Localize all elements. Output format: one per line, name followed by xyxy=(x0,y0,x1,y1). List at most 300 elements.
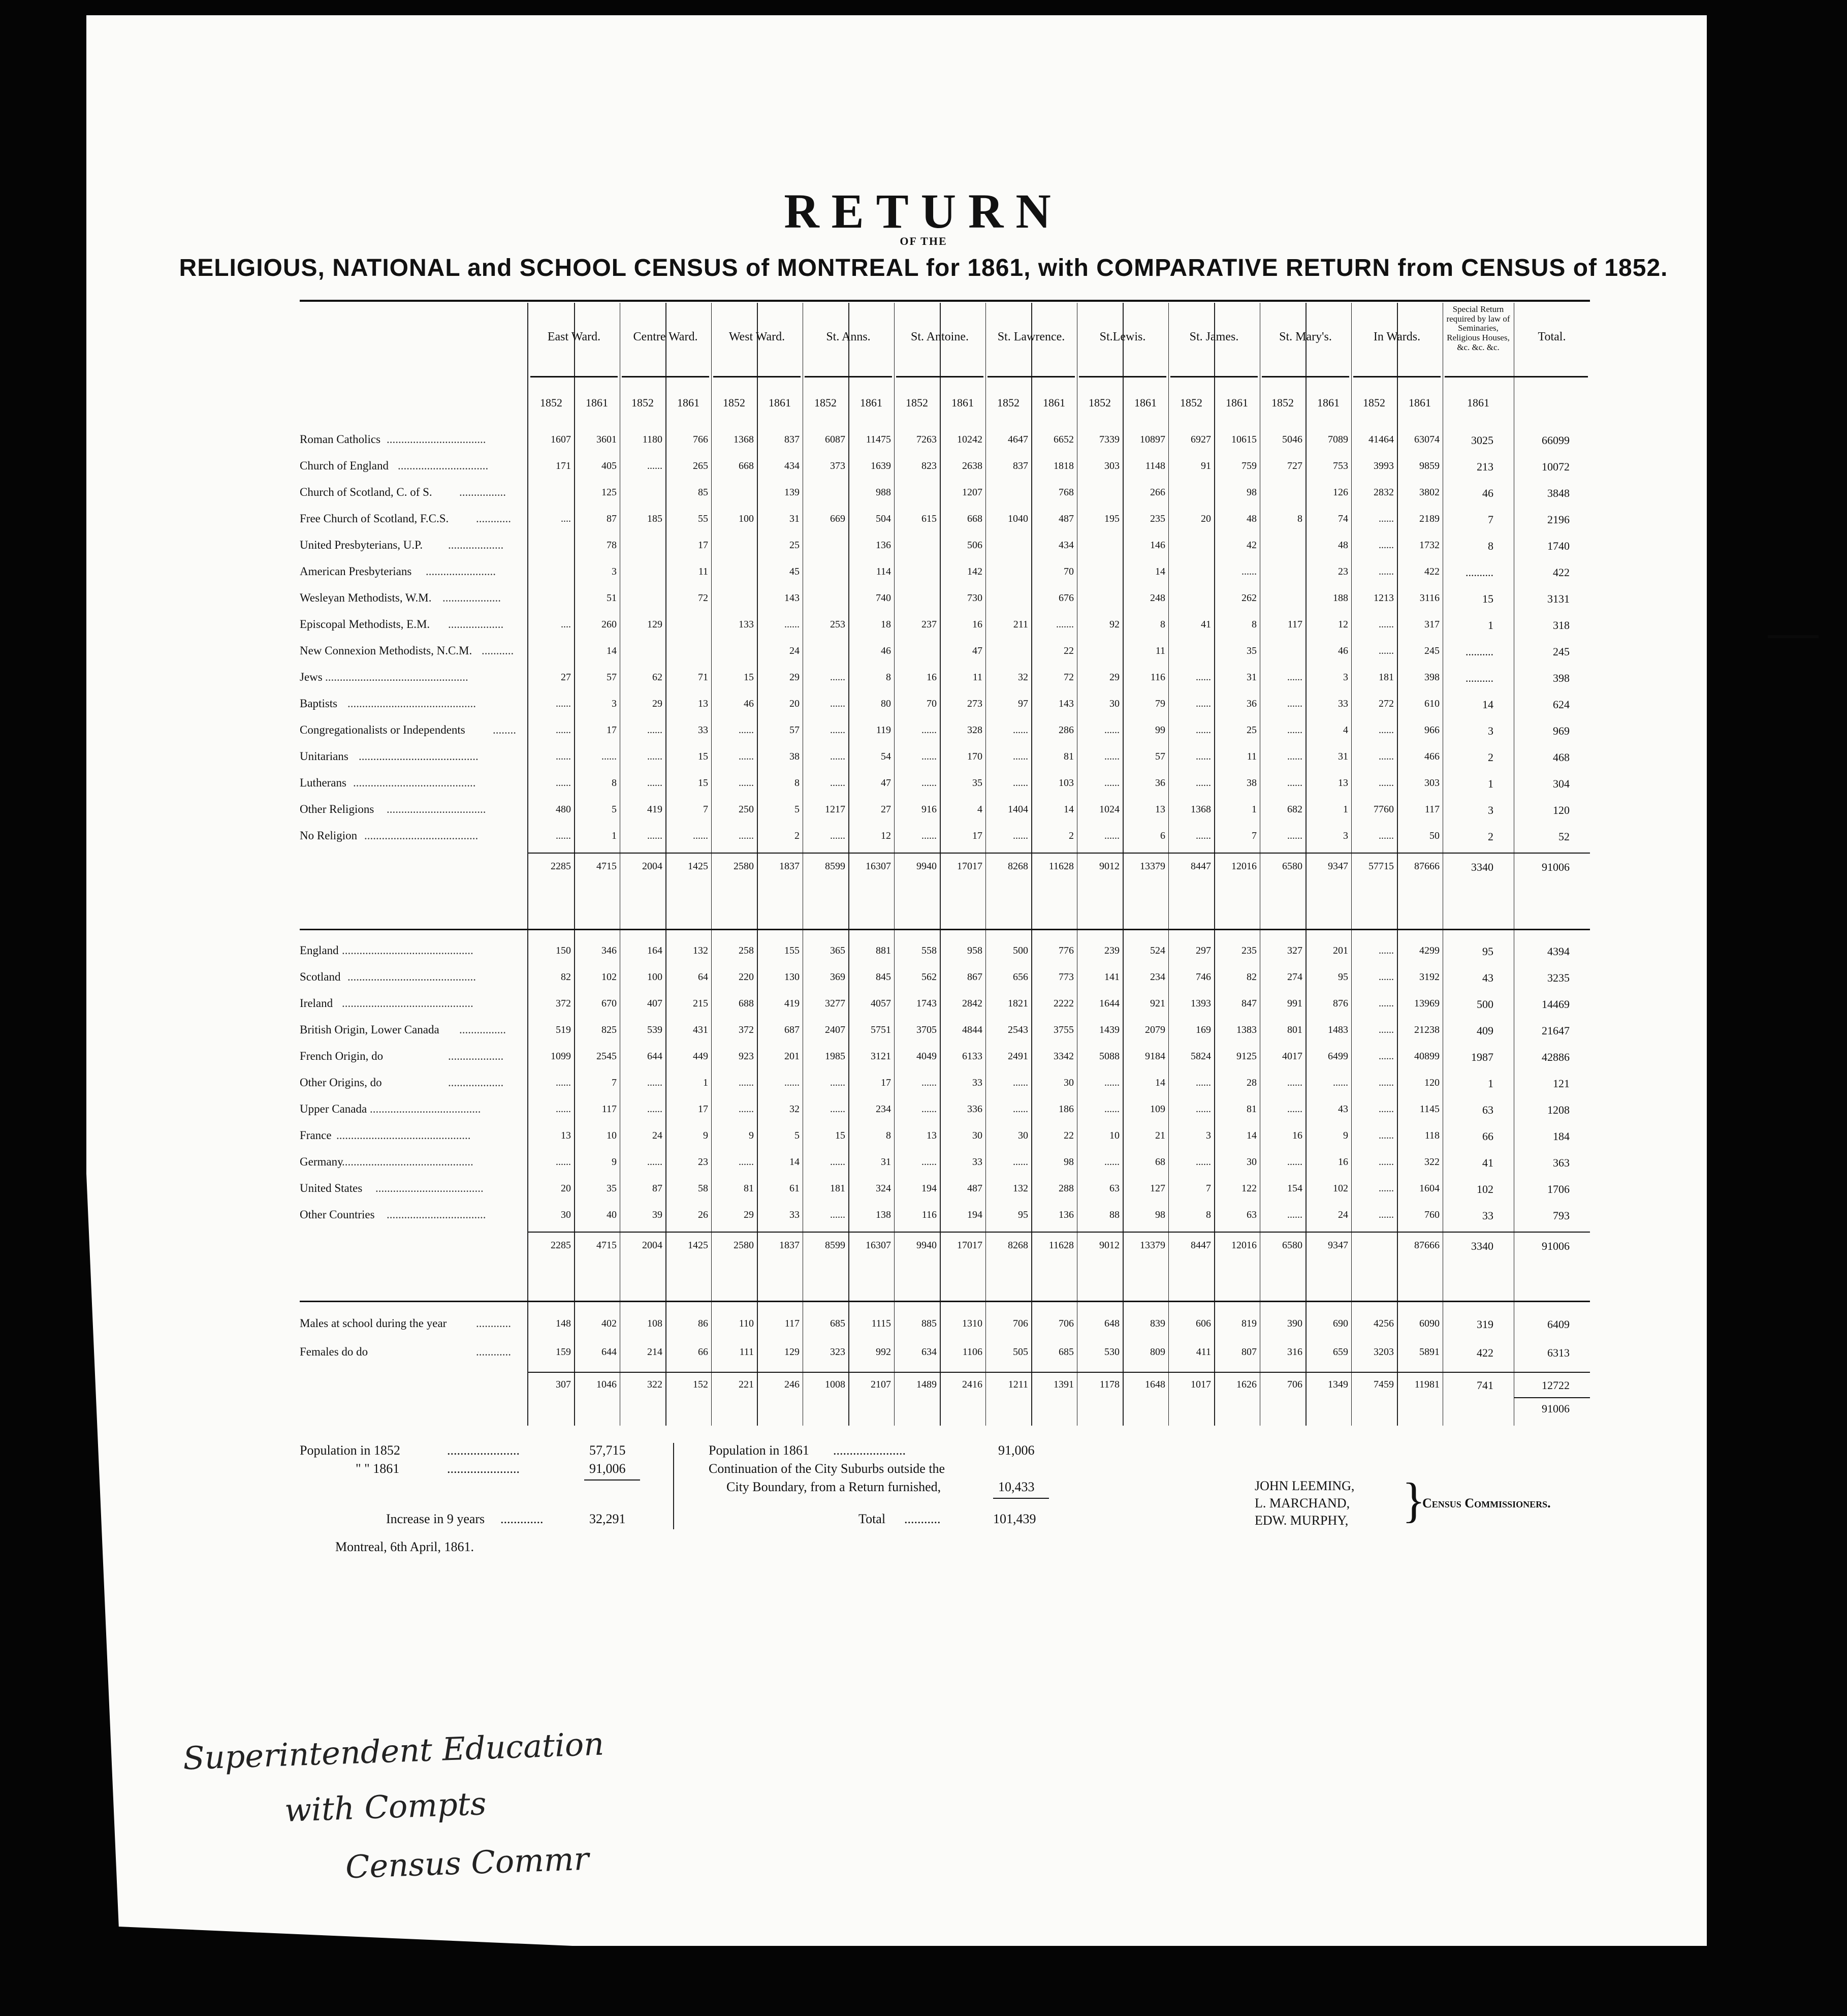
pop-1852-dots: ...................... xyxy=(447,1443,520,1458)
religion-row-label: New Connexion Methodists, N.C.M. xyxy=(300,644,472,657)
origin-row-cell: 297 xyxy=(1196,945,1211,956)
origin-row-cell: 234 xyxy=(876,1104,891,1115)
origin-row-cell: 81 xyxy=(744,1183,754,1194)
origin-row-cell: 141 xyxy=(1104,971,1120,983)
religion-row-cell: 8 xyxy=(794,777,800,789)
leader-dots: ............ xyxy=(476,1345,511,1358)
origin-total-row-cell: 1425 xyxy=(688,1240,708,1251)
school-row-cell: 319 xyxy=(1477,1318,1493,1331)
religion-row-cell: 78 xyxy=(607,540,617,551)
origin-row-cell: ...... xyxy=(1379,1209,1394,1220)
school-row-cell: 807 xyxy=(1241,1346,1257,1358)
religion-row-cell: 10072 xyxy=(1542,460,1570,473)
origin-total-row-cell: 87666 xyxy=(1414,1240,1440,1251)
school-row-cell: 111 xyxy=(739,1346,754,1358)
origin-row-cell: 98 xyxy=(1064,1156,1074,1168)
origin-row-cell: ...... xyxy=(739,1156,754,1168)
origin-row-cell: 7 xyxy=(612,1077,617,1088)
origin-row-cell: 4394 xyxy=(1547,945,1570,958)
religion-row-cell: 730 xyxy=(967,592,982,604)
origin-row-cell: 21 xyxy=(1155,1130,1165,1141)
religion-row-cell: 41 xyxy=(1201,619,1211,630)
school-row-cell: 6090 xyxy=(1419,1318,1440,1329)
origin-row-cell: 4844 xyxy=(962,1024,982,1035)
religion-row-cell: 16 xyxy=(972,619,982,630)
origin-row-cell: 1985 xyxy=(825,1051,845,1062)
religion-row-cell: 6927 xyxy=(1191,434,1211,445)
origin-row-cell: ...... xyxy=(1379,1051,1394,1062)
origin-row-cell: 670 xyxy=(601,998,617,1009)
header-rule xyxy=(1353,376,1441,377)
origin-row-cell: 29 xyxy=(744,1209,754,1220)
origin-row-cell: 2407 xyxy=(825,1024,845,1035)
origin-row-cell: 1 xyxy=(703,1077,708,1088)
religion-row-cell: ...... xyxy=(1379,830,1394,841)
religion-row-cell: ...... xyxy=(921,724,937,736)
religion-row-cell: ...... xyxy=(556,777,571,789)
religion-row-cell: 303 xyxy=(1104,460,1120,471)
religion-row-cell: ...... xyxy=(556,830,571,841)
ward-header: St. Anns. xyxy=(826,330,871,343)
origin-row-cell: 116 xyxy=(921,1209,937,1220)
school-total-row-cell: 1017 xyxy=(1191,1379,1211,1390)
origin-row-cell: ...... xyxy=(739,1104,754,1115)
religion-total-row-cell: 8268 xyxy=(1008,861,1028,872)
origin-row-cell: 3192 xyxy=(1419,971,1440,983)
religion-row-cell: 139 xyxy=(784,487,800,498)
religion-row-cell: 125 xyxy=(601,487,617,498)
school-row-cell: 316 xyxy=(1287,1346,1302,1358)
origin-row-cell: 127 xyxy=(1150,1183,1165,1194)
origin-row-cell: ...... xyxy=(647,1077,662,1088)
religion-row-label: Baptists xyxy=(300,697,338,710)
origin-row-cell: 184 xyxy=(1553,1130,1570,1143)
commissioner-3: EDW. MURPHY, xyxy=(1255,1513,1349,1528)
religion-row-label: Unitarians xyxy=(300,750,348,763)
religion-row-cell: 3 xyxy=(612,566,617,577)
origin-row-cell: 519 xyxy=(556,1024,571,1035)
religion-row-cell: 7089 xyxy=(1328,434,1348,445)
religion-row-label: Congregationalists or Independents xyxy=(300,723,465,736)
religion-row-cell: ...... xyxy=(1013,724,1028,736)
origin-row-cell: 923 xyxy=(739,1051,754,1062)
origin-row-cell: 109 xyxy=(1150,1104,1165,1115)
religion-row-cell: 50 xyxy=(1429,830,1440,841)
religion-row-cell: 11 xyxy=(1155,645,1165,656)
religion-row-cell: ...... xyxy=(693,830,708,841)
school-row-label: Females do do xyxy=(300,1345,368,1358)
origin-row-cell: 39 xyxy=(652,1209,662,1220)
religion-row-cell: 25 xyxy=(1247,724,1257,736)
religion-row-cell: 480 xyxy=(556,804,571,815)
religion-row-cell: 468 xyxy=(1553,751,1570,764)
origin-row-cell: 958 xyxy=(967,945,982,956)
origin-row-cell: 2545 xyxy=(596,1051,617,1062)
religion-row-cell: 188 xyxy=(1333,592,1348,604)
ward-header: In Wards. xyxy=(1373,330,1421,343)
religion-row-cell: 3601 xyxy=(596,434,617,445)
section-divider xyxy=(300,929,1590,930)
religion-row-label: Other Religions xyxy=(300,803,374,815)
religion-row-label: Lutherans xyxy=(300,776,346,789)
origin-row-cell: 8 xyxy=(1206,1209,1211,1220)
religion-row-cell: ...... xyxy=(1013,777,1028,789)
religion-row-cell: 185 xyxy=(647,513,662,524)
origin-row-cell: 3235 xyxy=(1547,971,1570,984)
origin-row-cell: 1145 xyxy=(1419,1104,1440,1115)
religion-row-cell: ...... xyxy=(1196,724,1211,736)
special-return-header: Special Return required by law of Seminaries, Religious Houses, &c. &c. &c. xyxy=(1446,304,1510,352)
year-header: 1861 xyxy=(860,396,882,409)
religion-row-cell: 146 xyxy=(1150,540,1165,551)
leader-dots: .................................. xyxy=(387,433,486,446)
school-row-cell: 6313 xyxy=(1547,1346,1570,1359)
school-row-cell: 422 xyxy=(1477,1346,1493,1359)
school-total-row-cell: 152 xyxy=(693,1379,708,1390)
religion-row-cell: 31 xyxy=(789,513,800,524)
origin-row-cell: 16 xyxy=(1292,1130,1302,1141)
religion-row-cell: 32 xyxy=(1018,672,1028,683)
ward-header: St. James. xyxy=(1189,330,1239,343)
section-rule xyxy=(528,1372,1590,1373)
leader-dots: ................... xyxy=(448,618,504,631)
religion-row-cell: 16 xyxy=(927,672,937,683)
origin-row-cell: 239 xyxy=(1104,945,1120,956)
religion-row-cell: ...... xyxy=(556,751,571,762)
religion-row-cell: ...... xyxy=(921,830,937,841)
religion-row-cell: 966 xyxy=(1424,724,1440,736)
religion-total-row-cell: 16307 xyxy=(866,861,891,872)
religion-row-cell: 265 xyxy=(693,460,708,471)
religion-row-cell: 969 xyxy=(1553,724,1570,737)
religion-row-cell: 30 xyxy=(1109,698,1120,709)
leader-dots: ................... xyxy=(448,1076,504,1089)
religion-row-cell: 273 xyxy=(967,698,982,709)
origin-row-cell: ...... xyxy=(1196,1156,1211,1168)
ward-header: St.Lewis. xyxy=(1099,330,1146,343)
religion-total-row-cell: 9347 xyxy=(1328,861,1348,872)
origin-row-cell: 14469 xyxy=(1542,998,1570,1011)
origin-total-row-cell: 8268 xyxy=(1008,1240,1028,1251)
origin-row-cell: 61 xyxy=(789,1183,800,1194)
origin-row-cell: 5751 xyxy=(871,1024,891,1035)
origin-row-cell: 10 xyxy=(1109,1130,1120,1141)
school-row-cell: 659 xyxy=(1333,1346,1348,1358)
religion-row-cell: 70 xyxy=(1064,566,1074,577)
origin-row-cell: 30 xyxy=(561,1209,571,1220)
origin-row-cell: 33 xyxy=(972,1156,982,1168)
pop-1861b-value: 91,006 xyxy=(998,1443,1035,1458)
religion-row-cell: 1818 xyxy=(1054,460,1074,471)
religion-total-row-cell: 4715 xyxy=(596,861,617,872)
origin-row-cell: 6499 xyxy=(1328,1051,1348,1062)
religion-row-cell: 668 xyxy=(967,513,982,524)
header-rule xyxy=(713,376,801,377)
religion-row-cell: ...... xyxy=(1013,830,1028,841)
religion-row-cell: 3802 xyxy=(1419,487,1440,498)
religion-row-label: Free Church of Scotland, F.C.S. xyxy=(300,512,449,525)
origin-row-cell: ...... xyxy=(921,1077,937,1088)
religion-row-cell: 52 xyxy=(1558,830,1570,843)
origin-row-label: Other Origins, do xyxy=(300,1076,382,1089)
religion-row-cell: 48 xyxy=(1338,540,1348,551)
origin-row-cell: 28 xyxy=(1247,1077,1257,1088)
origin-row-cell: 524 xyxy=(1150,945,1165,956)
origin-row-cell: ...... xyxy=(556,1156,571,1168)
religion-row-cell: 318 xyxy=(1553,619,1570,632)
school-row-cell: 66 xyxy=(698,1346,708,1358)
total-label: Total xyxy=(858,1511,886,1526)
origin-row-cell: 991 xyxy=(1287,998,1302,1009)
religion-row-cell: 27 xyxy=(561,672,571,683)
religion-row-cell: .......... xyxy=(1466,645,1493,658)
leader-dots: .................................. xyxy=(387,803,486,815)
origin-row-cell: 102 xyxy=(1333,1183,1348,1194)
religion-row-cell: 14 xyxy=(1155,566,1165,577)
origin-row-cell: 688 xyxy=(739,998,754,1009)
school-total-row-cell: 1349 xyxy=(1328,1379,1348,1390)
year-header: 1861 xyxy=(951,396,974,409)
origin-row-cell: 449 xyxy=(693,1051,708,1062)
religion-row-cell: ...... xyxy=(1287,672,1302,683)
handwriting-line-1: Superintendent Education xyxy=(182,1725,605,1777)
section-rule xyxy=(1514,1397,1590,1398)
origin-total-row-cell: 11628 xyxy=(1048,1240,1074,1251)
origin-row-cell: 95 xyxy=(1338,971,1348,983)
religion-row-cell: ....... xyxy=(1056,619,1074,630)
religion-row-cell: ...... xyxy=(1379,777,1394,789)
pop-1861b-label: Population in 1861 xyxy=(709,1443,809,1458)
origin-row-cell: 372 xyxy=(739,1024,754,1035)
religion-row-cell: 195 xyxy=(1104,513,1120,524)
header-rule xyxy=(1079,376,1166,377)
origin-row-cell: 327 xyxy=(1287,945,1302,956)
origin-total-row-cell: 91006 xyxy=(1542,1240,1570,1252)
origin-row-cell: 43 xyxy=(1482,971,1493,984)
footer-rule-2 xyxy=(993,1498,1049,1499)
origin-row-cell: ...... xyxy=(1379,1104,1394,1115)
origin-row-cell: 64 xyxy=(698,971,708,983)
religion-row-cell: ...... xyxy=(1196,830,1211,841)
suburbs-label-2: City Boundary, from a Return furnished, xyxy=(726,1479,941,1494)
religion-row-cell: 13 xyxy=(698,698,708,709)
religion-row-cell: 8 xyxy=(1252,619,1257,630)
school-total-row-cell: 1489 xyxy=(916,1379,937,1390)
religion-row-cell: 13 xyxy=(1155,804,1165,815)
origin-row-cell: ...... xyxy=(1287,1209,1302,1220)
origin-row-cell: 336 xyxy=(967,1104,982,1115)
school-row-cell: 1310 xyxy=(962,1318,982,1329)
origin-row-cell: 4049 xyxy=(916,1051,937,1062)
religion-row-cell: 434 xyxy=(784,460,800,471)
religion-row-label: American Presbyterians xyxy=(300,565,412,578)
religion-row-cell: 1207 xyxy=(962,487,982,498)
school-total-row-cell: 322 xyxy=(647,1379,662,1390)
religion-row-cell: 74 xyxy=(1338,513,1348,524)
religion-row-cell: ...... xyxy=(647,751,662,762)
religion-total-row-cell: 17017 xyxy=(957,861,982,872)
religion-row-cell: 8 xyxy=(1160,619,1165,630)
school-row-label: Males at school during the year xyxy=(300,1317,447,1330)
religion-row-cell: 768 xyxy=(1059,487,1074,498)
school-row-cell: 108 xyxy=(647,1318,662,1329)
religion-row-cell: 85 xyxy=(698,487,708,498)
year-header: 1852 xyxy=(1089,396,1111,409)
header-rule xyxy=(988,376,1075,377)
origin-row-cell: 3277 xyxy=(825,998,845,1009)
origin-row-cell: 66 xyxy=(1482,1130,1493,1143)
place-date: Montreal, 6th April, 1861. xyxy=(335,1539,474,1554)
origin-row-cell: 16 xyxy=(1338,1156,1348,1168)
origin-row-cell: 32 xyxy=(789,1104,800,1115)
religion-row-cell: ...... xyxy=(1287,830,1302,841)
origin-row-cell: 3342 xyxy=(1054,1051,1074,1062)
school-row-cell: 402 xyxy=(601,1318,617,1329)
religion-row-cell: 988 xyxy=(876,487,891,498)
religion-row-cell: 422 xyxy=(1553,566,1570,579)
religion-row-cell: 100 xyxy=(739,513,754,524)
origin-row-cell: 30 xyxy=(1018,1130,1028,1141)
origin-row-cell: ...... xyxy=(1196,1104,1211,1115)
origin-total-row-cell: 1837 xyxy=(779,1240,800,1251)
origin-row-cell: 656 xyxy=(1013,971,1028,983)
religion-row-cell: 70 xyxy=(927,698,937,709)
origin-row-cell: 1483 xyxy=(1328,1024,1348,1035)
origin-row-cell: 21238 xyxy=(1414,1024,1440,1035)
year-header: 1861 xyxy=(1409,396,1431,409)
religion-row-cell: ...... xyxy=(1287,751,1302,762)
religion-row-cell: 1 xyxy=(1488,619,1493,632)
religion-row-cell: ...... xyxy=(1013,751,1028,762)
origin-row-cell: 13 xyxy=(561,1130,571,1141)
religion-total-row-cell: 8447 xyxy=(1191,861,1211,872)
religion-row-cell: 7 xyxy=(1488,513,1493,526)
origin-row-cell: 258 xyxy=(739,945,754,956)
origin-total-row-cell: 13379 xyxy=(1140,1240,1165,1251)
school-row-cell: 86 xyxy=(698,1318,708,1329)
school-row-cell: 839 xyxy=(1150,1318,1165,1329)
origin-row-cell: ...... xyxy=(830,1209,845,1220)
religion-row-cell: 1 xyxy=(612,830,617,841)
origin-row-cell: 132 xyxy=(693,945,708,956)
religion-row-cell: 98 xyxy=(1247,487,1257,498)
year-header: 1861 xyxy=(677,396,699,409)
origin-row-cell: 1208 xyxy=(1547,1104,1570,1116)
school-row-cell: 685 xyxy=(1059,1346,1074,1358)
origin-row-cell: 3 xyxy=(1206,1130,1211,1141)
origin-row-cell: ...... xyxy=(830,1104,845,1115)
origin-row-cell: 21647 xyxy=(1542,1024,1570,1037)
religion-row-cell: 740 xyxy=(876,592,891,604)
religion-row-cell: 250 xyxy=(739,804,754,815)
religion-row-cell: 23 xyxy=(1338,566,1348,577)
school-row-cell: 634 xyxy=(921,1346,937,1358)
religion-total-row-cell: 13379 xyxy=(1140,861,1165,872)
total-dots: ........... xyxy=(904,1511,941,1526)
origin-row-cell: 1821 xyxy=(1008,998,1028,1009)
religion-row-cell: ...... xyxy=(1287,698,1302,709)
religion-row-cell: 3131 xyxy=(1547,592,1570,605)
grand-total-cell: 91006 xyxy=(1542,1402,1570,1415)
origin-row-cell: 30 xyxy=(972,1130,982,1141)
origin-row-cell: 14 xyxy=(1155,1077,1165,1088)
year-header: 1852 xyxy=(1271,396,1294,409)
religion-row-label: Wesleyan Methodists, W.M. xyxy=(300,591,432,604)
religion-row-cell: 7263 xyxy=(916,434,937,445)
header-rule xyxy=(1170,376,1258,377)
religion-row-cell: 14 xyxy=(1064,804,1074,815)
origin-row-label: United States xyxy=(300,1182,363,1194)
religion-row-cell: 5 xyxy=(794,804,800,815)
religion-row-cell: 11475 xyxy=(866,434,891,445)
commissioners-title: Census Commissioners. xyxy=(1422,1496,1551,1510)
origin-row-cell: 31 xyxy=(881,1156,891,1168)
religion-row-cell: ...... xyxy=(1104,777,1120,789)
religion-row-cell: 31 xyxy=(1338,751,1348,762)
school-row-cell: 117 xyxy=(784,1318,800,1329)
origin-row-cell: 58 xyxy=(698,1183,708,1194)
leader-dots: .............................................. xyxy=(336,1129,471,1142)
year-header: 1852 xyxy=(906,396,928,409)
school-total-row-cell: 2416 xyxy=(962,1379,982,1390)
religion-row-cell: 8 xyxy=(886,672,891,683)
origin-row-cell: 186 xyxy=(1059,1104,1074,1115)
religion-row-cell: 504 xyxy=(876,513,891,524)
religion-row-cell: ...... xyxy=(647,830,662,841)
religion-row-label: Episcopal Methodists, E.M. xyxy=(300,618,430,631)
origin-row-cell: 122 xyxy=(1241,1183,1257,1194)
school-row-cell: 4256 xyxy=(1374,1318,1394,1329)
origin-row-cell: 30 xyxy=(1247,1156,1257,1168)
religion-row-cell: ...... xyxy=(1379,645,1394,656)
religion-row-cell: ...... xyxy=(1287,724,1302,736)
origin-row-cell: 88 xyxy=(1109,1209,1120,1220)
religion-row-cell: 36 xyxy=(1155,777,1165,789)
origin-row-cell: 322 xyxy=(1424,1156,1440,1168)
origin-row-cell: 558 xyxy=(921,945,937,956)
origin-row-label: Scotland xyxy=(300,970,341,983)
origin-row-cell: 369 xyxy=(830,971,845,983)
origin-row-cell: 324 xyxy=(876,1183,891,1194)
origin-row-cell: ...... xyxy=(647,1156,662,1168)
origin-row-cell: 409 xyxy=(1477,1024,1493,1037)
religion-row-cell: 17 xyxy=(698,540,708,551)
origin-row-cell: ...... xyxy=(921,1104,937,1115)
section-rule xyxy=(528,1232,1590,1233)
pop-1861-value: 91,006 xyxy=(589,1461,626,1476)
religion-row-cell: 398 xyxy=(1424,672,1440,683)
religion-row-cell: 41464 xyxy=(1368,434,1394,445)
religion-row-cell: 6087 xyxy=(825,434,845,445)
religion-row-cell: 15 xyxy=(744,672,754,683)
pop-1861b-dots: ...................... xyxy=(833,1443,906,1458)
religion-row-cell: 405 xyxy=(601,460,617,471)
religion-row-cell: ...... xyxy=(1196,751,1211,762)
origin-row-cell: 82 xyxy=(1247,971,1257,983)
scan-mark xyxy=(1768,635,1819,638)
origin-row-label: Other Countries xyxy=(300,1208,375,1221)
religion-row-cell: .......... xyxy=(1466,672,1493,684)
religion-row-cell: 260 xyxy=(601,619,617,630)
leader-dots: ................ xyxy=(459,486,506,498)
origin-row-cell: 95 xyxy=(1482,945,1493,958)
religion-row-cell: 2 xyxy=(1488,830,1493,843)
school-row-cell: 159 xyxy=(556,1346,571,1358)
religion-row-cell: 2 xyxy=(1488,751,1493,764)
origin-row-cell: 30 xyxy=(1064,1077,1074,1088)
religion-row-cell: 27 xyxy=(881,804,891,815)
religion-row-label: United Presbyterians, U.P. xyxy=(300,539,423,551)
